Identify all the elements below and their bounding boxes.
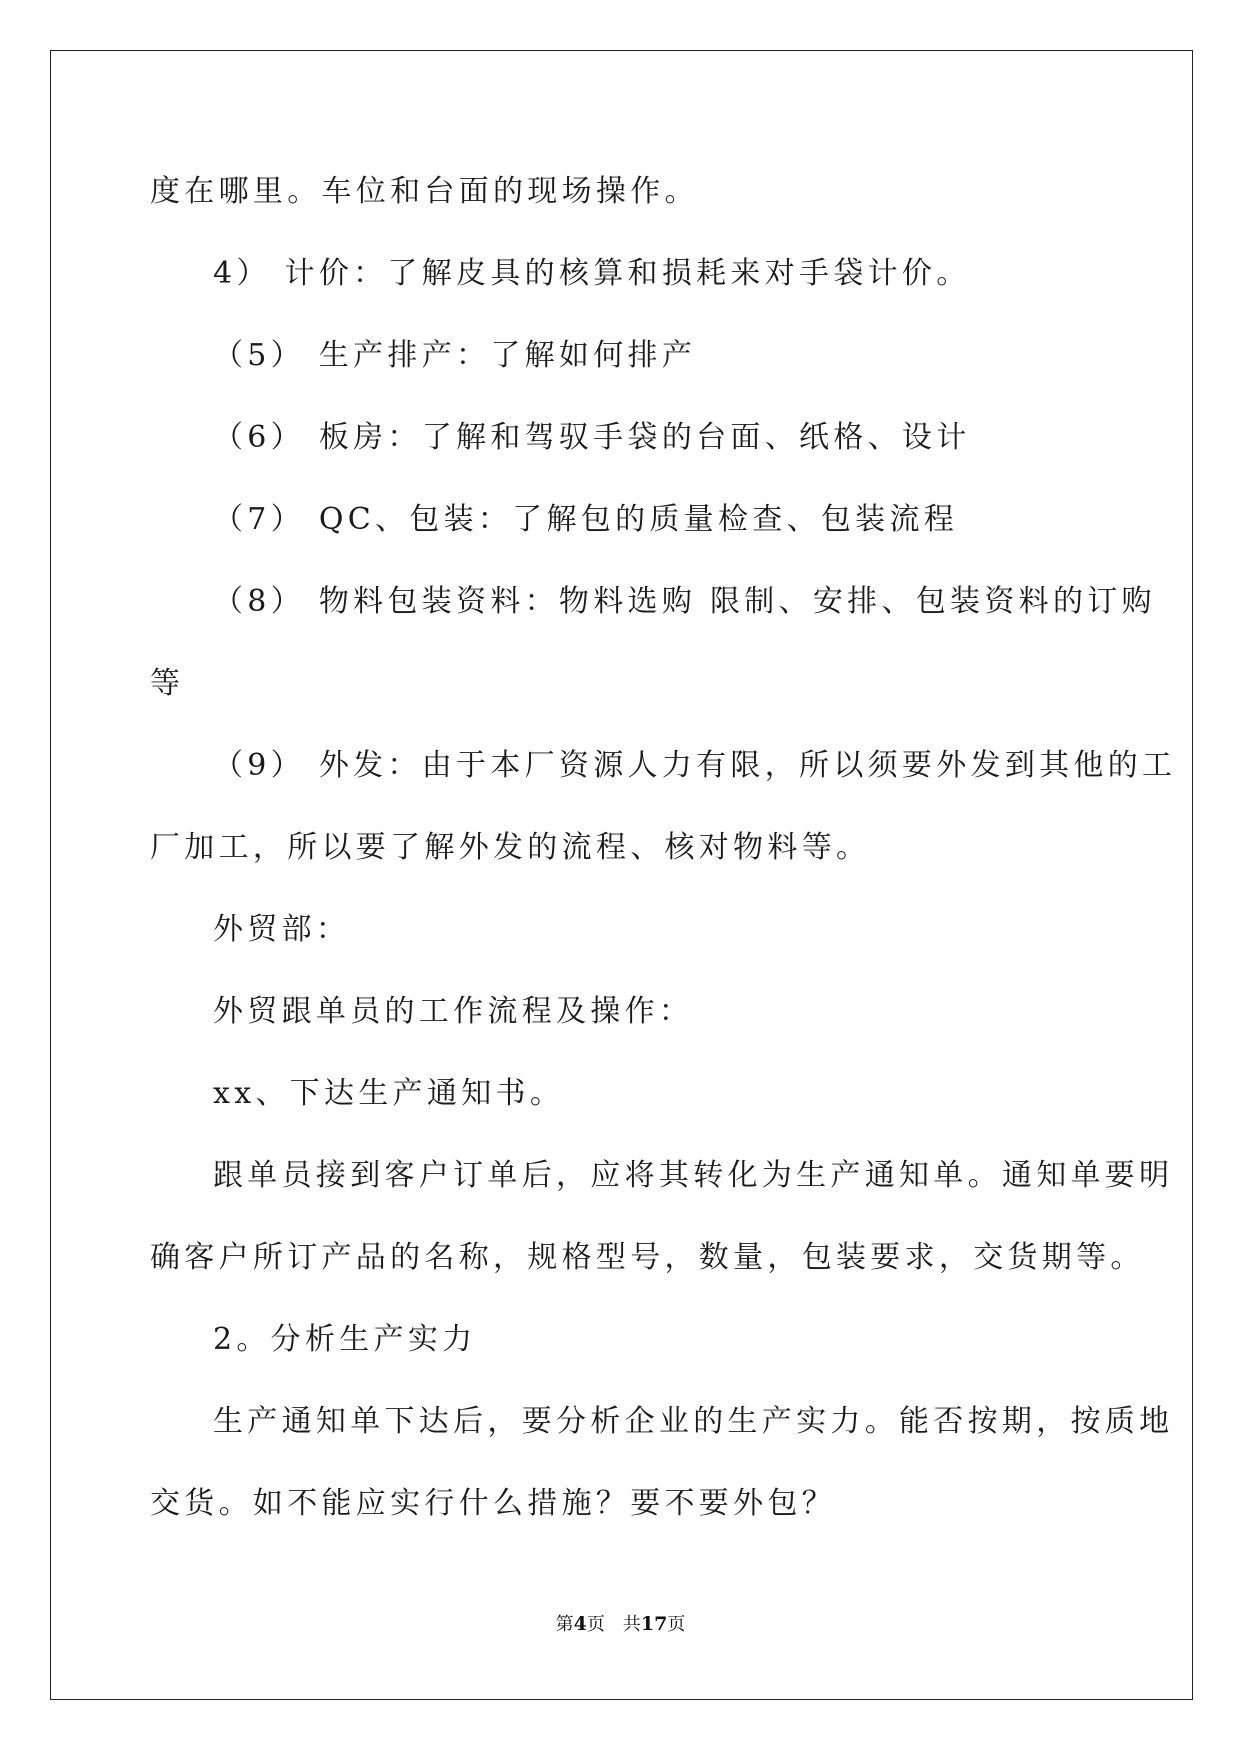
text-line: 跟单员接到客户订单后，应将其转化为生产通知单。通知单要明 [213,1158,1174,1193]
text-line: 2。分析生产实力 [213,1322,477,1357]
current-page-number: 4 [573,1613,587,1635]
footer-prefix: 第 [555,1614,574,1635]
total-pages-number: 17 [640,1613,668,1635]
footer-total-prefix: 共 [622,1614,641,1635]
text-line: （9） 外发：由于本厂资源人力有限，所以须要外发到其他的工 [213,748,1177,783]
page-footer [0,1610,1241,1636]
text-line: 交货。如不能应实行什么措施？要不要外包？ [150,1486,836,1521]
text-line: （8） 物料包装资料：物料选购 限制、安排、包装资料的订购 [213,584,1156,619]
text-line: 厂加工，所以要了解外发的流程、核对物料等。 [150,830,871,865]
footer-total-suffix: 页 [667,1614,686,1635]
text-line: 外贸跟单员的工作流程及操作： [213,994,694,1029]
text-line: （5） 生产排产：了解如何排产 [213,338,697,373]
footer-page-suffix: 页 [586,1614,605,1635]
text-line: （6） 板房：了解和驾驭手袋的台面、纸格、设计 [213,420,971,455]
page-border [50,50,1193,1700]
text-line: 确客户所订产品的名称，规格型号，数量，包装要求，交货期等。 [150,1240,1145,1275]
text-line: 度在哪里。车位和台面的现场操作。 [150,174,699,209]
text-line: 4） 计价：了解皮具的核算和损耗来对手袋计价。 [213,256,971,291]
text-line: （7） QC、包装：了解包的质量检查、包装流程 [213,502,959,537]
text-line: xx、下达生产通知书。 [213,1076,565,1111]
section-heading: 外贸部： [213,912,351,947]
text-line: 等 [150,666,185,701]
text-line: 生产通知单下达后，要分析企业的生产实力。能否按期，按质地 [213,1404,1174,1439]
